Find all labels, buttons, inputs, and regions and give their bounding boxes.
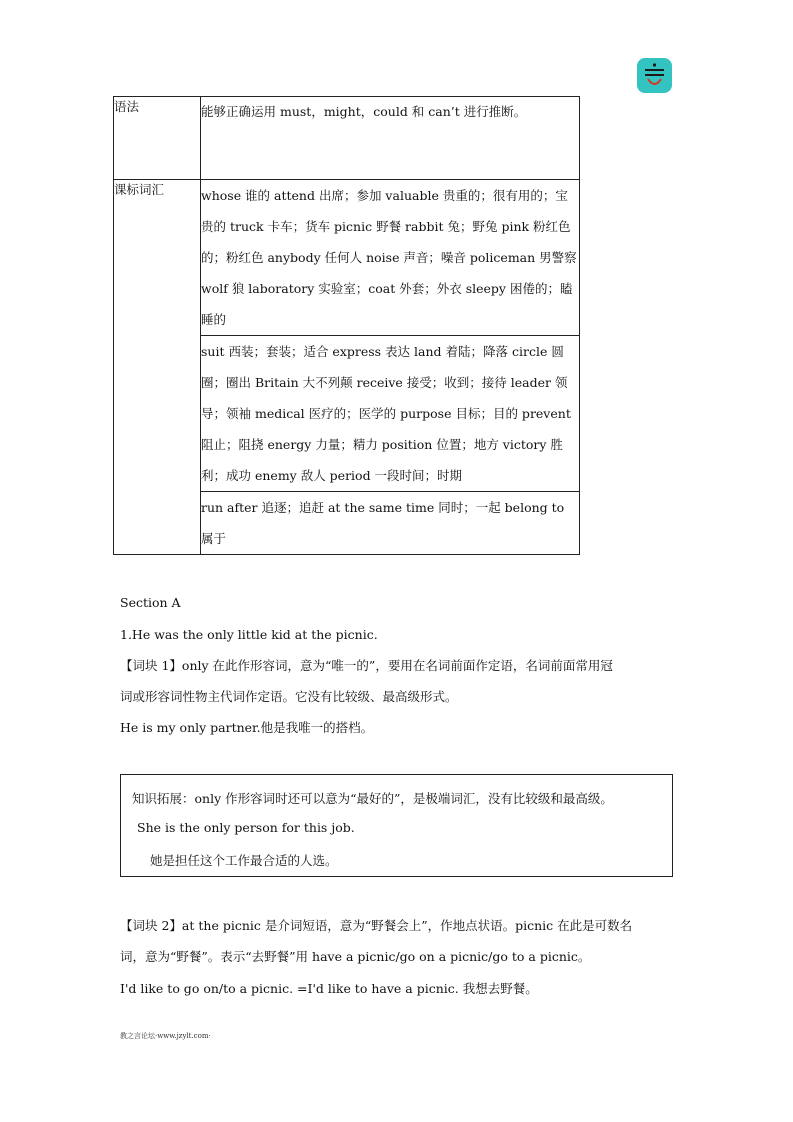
section-heading: Section A [120,595,181,610]
example-sentence: I'd like to go on/to a picnic. =I'd like to have a picnic. 我想去野餐。 [120,981,538,996]
table-row [114,97,580,180]
table-row [114,180,580,336]
grammar-label: 语法 [114,99,140,114]
sentence: 1.He was the only little kid at the picnic. [120,627,378,642]
box-line: 她是担任这个工作最合适的人选。 [150,853,338,868]
summary-table [113,96,580,555]
row-label [114,97,201,180]
row-label [114,180,201,555]
app-logo-icon [637,58,672,93]
vocab-label: 课标词汇 [114,182,165,197]
vocab-cell: suit 西装；套装；适合 express 表达 land 着陆；降落 circle 圆圈；圈出 Britain 大不列颠 receive 接受；收到；接待 leader 领导；领袖 medical 医疗的；医学的 purpose 目标；目的 prevent 阻止；阻挠 energy 力量；精力 position 位置；地方 victory 胜利；成功 enemy 敌人 period 一段时间；时期 [201,336,580,492]
explanation-line: 词或形容词性物主代词作定语。它没有比较级、最高级形式。 [120,689,458,704]
vocab-cell: whose 谁的 attend 出席；参加 valuable 贵重的；很有用的；宝贵的 truck 卡车；货车 picnic 野餐 rabbit 兔；野兔 pink 粉红色的；粉红色 anybody 任何人 noise 声音；噪音 policeman 男警察 wolf 狼 laboratory 实验室；coat 外套；外衣 sleepy 困倦的；瞌睡的 [201,180,580,336]
vocab-cell: run after 追逐；追赶 at the same time 同时；一起 belong to 属于 [201,492,580,555]
explanation-line: 【词块 2】at the picnic 是介词短语，意为“野餐会上”，作地点状语。picnic 在此是可数名 [120,918,633,933]
explanation-line: 【词块 1】only 在此作形容词，意为“唯一的”，要用在名词前面作定语，名词前面常用冠 [120,658,613,673]
box-line: 知识拓展：only 作形容词时还可以意为“最好的”，是极端词汇，没有比较级和最高级。 [132,791,613,806]
box-line: She is the only person for this job. [137,820,355,835]
example-sentence: He is my only partner.他是我唯一的搭档。 [120,720,374,735]
footer: 教之言论坛·www.jzylt.com· [120,1032,211,1040]
explanation-line: 词，意为“野餐”。表示“去野餐”用 have a picnic/go on a picnic/go to a picnic。 [120,949,591,964]
grammar-text: 能够正确运用 must，might，could 和 can’t 进行推断。 [201,97,580,180]
knowledge-extension-box [120,774,673,877]
